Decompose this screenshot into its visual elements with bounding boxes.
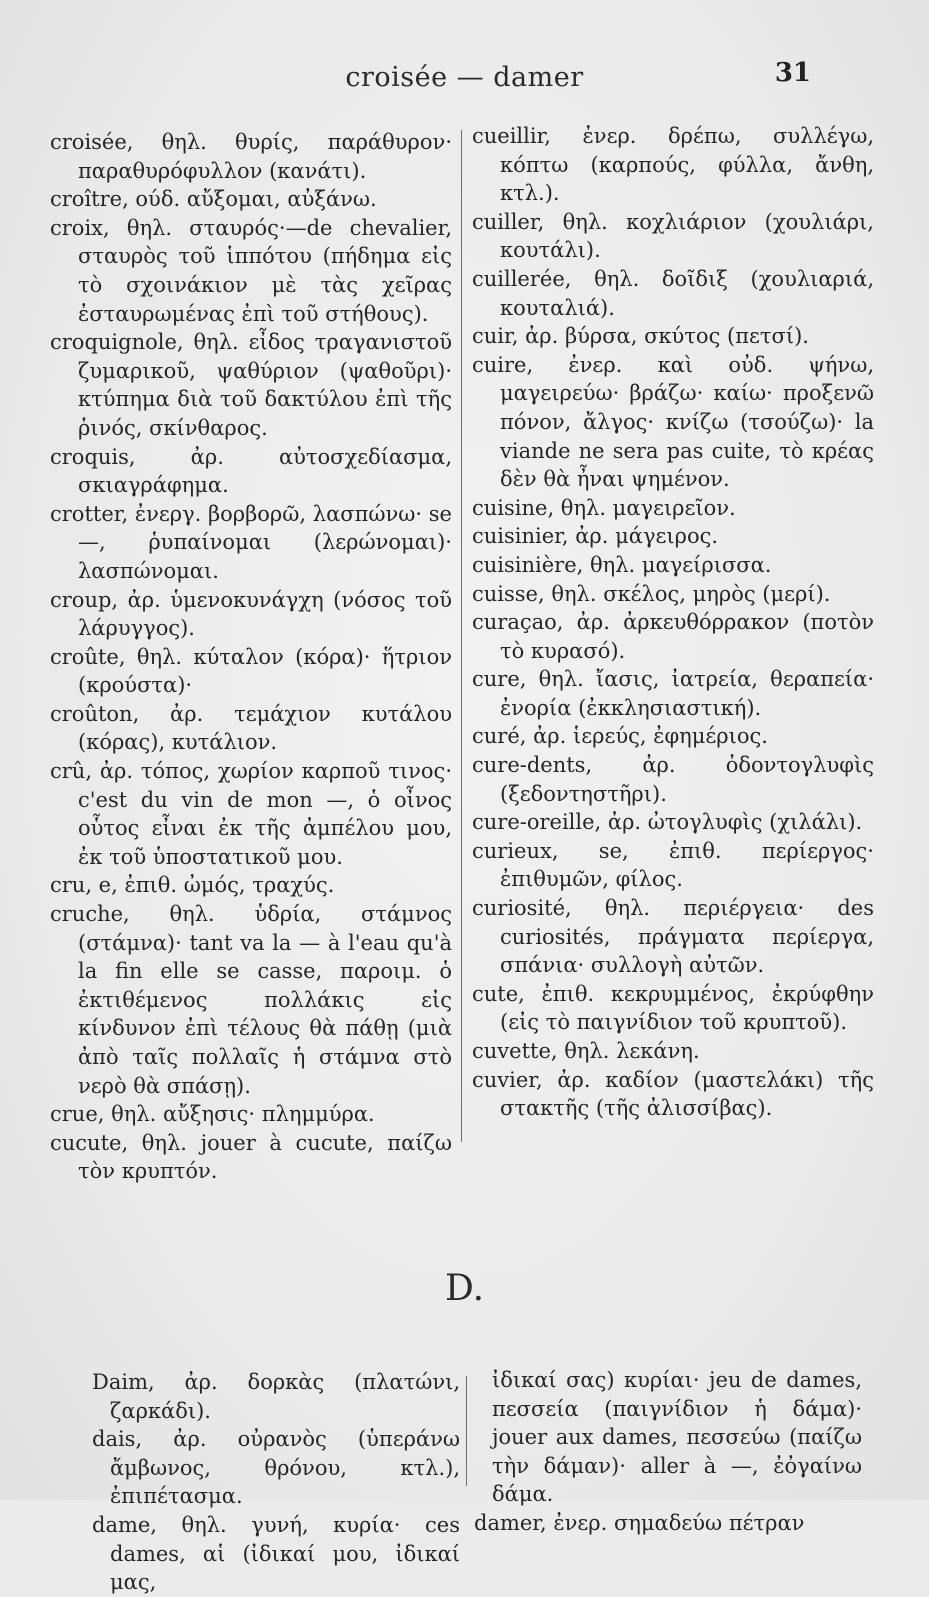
column-divider bbox=[461, 130, 462, 1142]
dictionary-entry: dais, ἀρ. οὐρανὸς (ὑπεράνω ἄμβωνος, θρόνου, κτλ.), ἐπιπέτασμα. bbox=[92, 1427, 460, 1509]
dictionary-entry: cuiller, θηλ. κοχλιάριον (χουλιάρι, κουτάλι). bbox=[472, 209, 874, 263]
dictionary-entry: croûte, θηλ. κύταλον (κόρα)· ἥτριον (κρούστα)· bbox=[50, 644, 452, 698]
page-header-title: croisée — damer bbox=[345, 62, 584, 93]
dictionary-entry: cucute, θηλ. jouer à cucute, παίζω τὸν κρυπτόν. bbox=[50, 1130, 452, 1184]
dictionary-entry: cuir, ἀρ. βύρσα, σκύτος (πετσί). bbox=[472, 324, 809, 349]
page-number: 31 bbox=[774, 58, 811, 88]
dictionary-entry: crotter, ἐνεργ. βορβορῶ, λασπώνω· se —, ῥυπαίνομαι (λερώνομαι)· λασπώνομαι. bbox=[50, 501, 452, 583]
left-column bbox=[50, 128, 452, 1186]
dictionary-entry: crue, θηλ. αὔξησις· πλημμύρα. bbox=[50, 1102, 375, 1127]
dictionary-entry: cuvette, θηλ. λεκάνη. bbox=[472, 1039, 700, 1063]
dictionary-entry: cuillerée, θηλ. δοῖδιξ (χουλιαριά, κουταλιά). bbox=[472, 266, 874, 320]
dictionary-entry: crû, ἀρ. τόπος, χωρίον καρποῦ τινος· c'est du vin de mon —, ὁ οἶνος οὗτος εἶναι ἐκ τῆς ἀμπέλου μου, ἐκ τοῦ ὑποστατικοῦ μου. bbox=[50, 759, 452, 869]
dictionary-entry: cruche, θηλ. ὑδρία, στάμνος (στάμνα)· tant va la — à l'eau qu'à la fin elle se casse, παροιμ. ὁ ἐκτιθέμενος πολλάκις εἰς κίνδυνον ἐπὶ τέλους θὰ πάθῃ (μιὰ ἀπὸ ταῖς πολλαῖς ἡ στάμνα στὸ νερὸ θὰ σπάσῃ). bbox=[50, 902, 452, 1098]
dictionary-entry: croquis, ἀρ. αὐτοσχεδίασμα, σκιαγράφημα. bbox=[50, 444, 452, 498]
dictionary-entry: damer, ἐνερ. σημαδεύω πέτραν bbox=[474, 1510, 805, 1535]
dictionary-entry: cueillir, ἐνερ. δρέπω, συλλέγω, κόπτω (καρπούς, φύλλα, ἄνθη, κτλ.). bbox=[472, 124, 874, 206]
dictionary-entry: croître, ούδ. αὔξομαι, αὐξάνω. bbox=[50, 187, 377, 212]
dictionary-entry: cuisinier, ἀρ. μάγειρος. bbox=[472, 524, 719, 549]
section-letter: D. bbox=[444, 1268, 485, 1309]
dictionary-entry: croix, θηλ. σταυρός·—de chevalier, σταυρὸς τοῦ ἱππότου (πήδημα εἰς τὸ σχοινάκιον μὲ τὰς χεῖρας ἐσταυρωμένας ἐπὶ τοῦ στήθους). bbox=[50, 215, 452, 326]
dictionary-entry: cute, ἐπιθ. κεκρυμμένος, ἐκρύφθην (εἰς τὸ παιγνίδιον τοῦ κρυπτοῦ). bbox=[472, 981, 874, 1035]
dictionary-entry: croûton, ἀρ. τεμάχιον κυτάλου (κόρας), κυτάλιον. bbox=[50, 701, 452, 755]
dictionary-entry: croisée, θηλ. θυρίς, παράθυρον· παραθυρόφυλλον (κανάτι). bbox=[50, 130, 452, 183]
dictionary-entry: cru, e, ἐπιθ. ὠμός, τραχύς. bbox=[50, 873, 335, 898]
dictionary-entry: cure, θηλ. ἴασις, ἰατρεία, θεραπεία· ἐνορία (ἐκκλησιαστική). bbox=[472, 667, 874, 720]
right-column bbox=[472, 122, 874, 1123]
dictionary-entry: cure-oreille, ἀρ. ὠτογλυφὶς (χιλάλι). bbox=[472, 810, 863, 835]
dictionary-entry: curaçao, ἀρ. ἀρκευθόρρακον (ποτὸν τὸ κυρασό). bbox=[472, 610, 874, 663]
dictionary-entry: curiosité, θηλ. περιέργεια· des curiosités, πράγματα περίεργα, σπάνια· συλλογὴ αὐτῶν. bbox=[472, 896, 874, 978]
bottom-left-column bbox=[92, 1368, 460, 1597]
dictionary-entry: cuire, ἐνερ. καὶ οὐδ. ψήνω, μαγειρεύω· βράζω· καίω· προξενῶ πόνον, ἄλγος· κνίζω (τσούζω)· la viande ne sera pas cuite, τὸ κρέας δὲν θὰ ἦναι ψημένον. bbox=[472, 352, 874, 492]
dictionary-entry-continuation: ἰδικαί σας) κυρίαι· jeu de dames, πεσσεία (παιγνίδιον ἡ δάμα)· jouer aux dames, πεσσεύω (παίζω τὴν δάμαν)· aller à —, ἐὀγαίνω δάμα. bbox=[492, 1368, 862, 1507]
dictionary-entry: curé, ἀρ. ἱερεύς, ἐφημέριος. bbox=[472, 724, 768, 749]
dictionary-entry: cuvier, ἀρ. καδίον (μαστελάκι) τῆς στακτῆς (τῆς ἀλισσίβας). bbox=[472, 1067, 874, 1121]
bottom-right-column bbox=[474, 1366, 862, 1538]
dictionary-entry: cuisinière, θηλ. μαγείρισσα. bbox=[472, 552, 772, 577]
dictionary-entry: dame, θηλ. γυνή, κυρία· ces dames, αἱ (ἰδικαί μου, ἰδικαί μας, bbox=[92, 1512, 460, 1595]
dictionary-entry: croquignole, θηλ. εἶδος τραγανιστοῦ ζυμαρικοῦ, ψαθύριον (ψαθοῦρι)· κτύπημα διὰ τοῦ δακτύλου ἐπὶ τῆς ῥινός, σκίνθαρος. bbox=[50, 330, 452, 440]
dictionary-entry: croup, ἀρ. ὑμενοκυνάγχη (νόσος τοῦ λάρυγγος). bbox=[50, 587, 452, 641]
dictionary-entry: Daim, ἀρ. δορκὰς (πλατώνι, ζαρκάδι). bbox=[92, 1370, 460, 1423]
dictionary-entry: cure-dents, ἀρ. ὀδοντογλυφὶς (ξεδοντηστῆρι). bbox=[472, 753, 874, 806]
dictionary-entry: cuisse, θηλ. σκέλος, μηρὸς (μερί). bbox=[472, 581, 831, 606]
dictionary-entry: cuisine, θηλ. μαγειρεῖον. bbox=[472, 495, 736, 520]
dictionary-entry: curieux, se, ἐπιθ. περίεργος· ἐπιθυμῶν, φίλος. bbox=[472, 838, 874, 892]
column-divider-bottom bbox=[466, 1376, 467, 1486]
